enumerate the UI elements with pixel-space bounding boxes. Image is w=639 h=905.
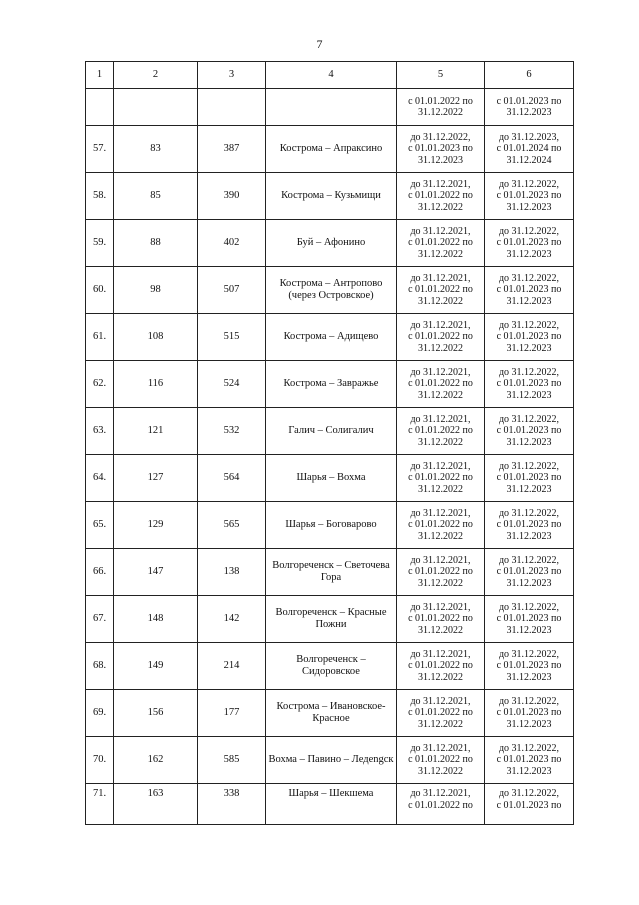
period-cell-5: [397, 314, 485, 361]
period-line: до 31.12.2022,: [498, 507, 560, 519]
period-line: с 01.01.2022 по: [408, 754, 473, 766]
table-row: [86, 173, 574, 220]
period-line: до 31.12.2022,: [498, 601, 560, 613]
period-cell-5: [397, 549, 485, 596]
header-cell: 3: [198, 62, 266, 89]
period-cell-5: с 01.01.2022 по 31.12.2022: [397, 89, 485, 126]
period-line: с 01.01.2022 по: [408, 707, 473, 719]
route-name: Шарья – Боговарово: [266, 502, 397, 549]
route-name: Кострома – Антропово (через Островское): [266, 267, 397, 314]
route-name: Шарья – Вохма: [266, 455, 397, 502]
period-line: 31.12.2022: [418, 483, 463, 495]
period-cell-6: с 01.01.2023 по 31.12.2023: [485, 89, 574, 126]
registry-number: 390: [198, 173, 266, 220]
period-line: 31.12.2022: [418, 342, 463, 354]
route-name: Волгореченск – Красные Пожни: [266, 596, 397, 643]
registry-number: 138: [198, 549, 266, 596]
period-line: до 31.12.2021,: [410, 225, 471, 237]
table-row: [86, 643, 574, 690]
period-line: 31.12.2023: [418, 154, 463, 166]
table-row: [86, 267, 574, 314]
period-cell-6: [485, 361, 574, 408]
period-line: до 31.12.2021,: [410, 554, 471, 566]
period-line: с 01.01.2023 по: [496, 190, 562, 202]
route-name: Галич – Солигалич: [266, 408, 397, 455]
period-line: до 31.12.2021,: [410, 319, 471, 331]
route-name: Шарья – Шекшема: [266, 784, 397, 825]
route-name: Вохма – Павино – Ледengск: [266, 737, 397, 784]
registry-number: 565: [198, 502, 266, 549]
table-row: [86, 502, 574, 549]
route-number: 85: [114, 173, 198, 220]
row-number: 62.: [86, 361, 114, 408]
route-name: Волгореченск – Сидоровское: [266, 643, 397, 690]
registry-number: 507: [198, 267, 266, 314]
header-row: [86, 62, 574, 89]
period-line: 31.12.2022: [418, 718, 463, 730]
period-line: 31.12.2023: [506, 624, 552, 636]
period-line: 31.12.2024: [506, 154, 552, 166]
route-number: 116: [114, 361, 198, 408]
registry-number: 177: [198, 690, 266, 737]
period-cell-6: [485, 408, 574, 455]
period-line: с 01.01.2022 по: [408, 378, 473, 390]
table-row: [86, 455, 574, 502]
route-name: Кострома – Кузьмищи: [266, 173, 397, 220]
period-line: с 01.01.2022 по: [408, 566, 473, 578]
route-name: Кострома – Адищево: [266, 314, 397, 361]
period-cell-5: [397, 737, 485, 784]
route-number: 83: [114, 126, 198, 173]
period-cell-5: [397, 784, 485, 825]
registry-number: 402: [198, 220, 266, 267]
row-number: 60.: [86, 267, 114, 314]
period-cell-6: [485, 126, 574, 173]
period-cell-6: [485, 643, 574, 690]
row-number: 59.: [86, 220, 114, 267]
period-line: до 31.12.2021,: [410, 413, 471, 425]
period-cell-5: [397, 690, 485, 737]
period-line: с 01.01.2023 по: [496, 754, 562, 766]
period-line: с 01.01.2022 по: [408, 613, 473, 625]
route-number: 108: [114, 314, 198, 361]
row-number: 66.: [86, 549, 114, 596]
period-line: с 01.01.2023 по: [496, 566, 562, 578]
period-line: с 01.01.2022 по: [408, 237, 473, 249]
route-number: 98: [114, 267, 198, 314]
table-row: [86, 737, 574, 784]
period-line: с 01.01.2022 по: [408, 284, 473, 296]
period-line: 31.12.2022: [418, 436, 463, 448]
period-line: с 01.01.2023 по: [496, 425, 562, 437]
row-number: 65.: [86, 502, 114, 549]
period-line: до 31.12.2021,: [410, 742, 471, 754]
period-line: 31.12.2023: [506, 765, 552, 777]
registry-number: 214: [198, 643, 266, 690]
table-row: [86, 784, 574, 825]
period-line: с 01.01.2023 по: [496, 660, 562, 672]
period-line: до 31.12.2022,: [498, 695, 560, 707]
row-number: 70.: [86, 737, 114, 784]
period-cell-5: [397, 643, 485, 690]
period-line: до 31.12.2021,: [410, 648, 471, 660]
period-cell-5: [397, 126, 485, 173]
period-line: с 01.01.2023 по: [496, 472, 562, 484]
period-line: до 31.12.2021,: [410, 178, 471, 190]
period-line: до 31.12.2023,: [498, 131, 560, 143]
period-line: с 01.01.2023 по: [496, 613, 562, 625]
period-cell-5: [397, 502, 485, 549]
period-line: 31.12.2023: [506, 718, 552, 730]
period-line: с 01.01.2024 по: [496, 143, 562, 155]
period-line: 31.12.2023: [506, 671, 552, 683]
period-cell-6: [485, 737, 574, 784]
table-row: [86, 314, 574, 361]
period-line: до 31.12.2021,: [410, 272, 471, 284]
period-cell-5: [397, 173, 485, 220]
table-row: [86, 361, 574, 408]
row-number: 58.: [86, 173, 114, 220]
empty-cell: [86, 89, 114, 126]
route-number: 121: [114, 408, 198, 455]
period-line: 31.12.2023: [506, 577, 552, 589]
period-line: до 31.12.2021,: [410, 507, 471, 519]
period-line: с 01.01.2022 по: [408, 472, 473, 484]
empty-cell: [198, 89, 266, 126]
route-number: 156: [114, 690, 198, 737]
period-line: 31.12.2022: [418, 389, 463, 401]
row-number: 57.: [86, 126, 114, 173]
period-cell-5: [397, 267, 485, 314]
period-cell-6: [485, 596, 574, 643]
route-name: Кострома – Завражье: [266, 361, 397, 408]
period-line: с 01.01.2023 по: [496, 707, 562, 719]
period-line: с 01.01.2022 по: [408, 519, 473, 531]
period-line: до 31.12.2021,: [410, 460, 471, 472]
empty-cell: [266, 89, 397, 126]
period-line: с 01.01.2022 по: [408, 190, 473, 202]
period-cell-6: [485, 455, 574, 502]
period-line: до 31.12.2022,: [498, 413, 560, 425]
registry-number: 142: [198, 596, 266, 643]
route-name: Кострома – Ивановское-Красное: [266, 690, 397, 737]
row-number: 67.: [86, 596, 114, 643]
period-line: с 01.01.2023 по: [496, 237, 562, 249]
period-line: до 31.12.2022,: [498, 366, 560, 378]
period-line: 31.12.2023: [506, 201, 552, 213]
period-cell-6: [485, 173, 574, 220]
period-line: до 31.12.2022,: [498, 788, 560, 799]
period-line: до 31.12.2022,: [498, 225, 560, 237]
period-cell-6: [485, 502, 574, 549]
route-number: 149: [114, 643, 198, 690]
period-line: до 31.12.2021,: [410, 601, 471, 613]
period-line: до 31.12.2021,: [410, 788, 471, 799]
period-line: 31.12.2023: [506, 389, 552, 401]
period-cell-6: [485, 690, 574, 737]
period-cell-6: [485, 267, 574, 314]
row-number: 68.: [86, 643, 114, 690]
period-line: 31.12.2022: [418, 671, 463, 683]
period-line: с 01.01.2023 по: [408, 143, 473, 155]
route-number: 129: [114, 502, 198, 549]
routes-table: [85, 61, 574, 825]
route-name: Буй – Афонино: [266, 220, 397, 267]
period-line: 31.12.2022: [418, 201, 463, 213]
period-line: до 31.12.2022,: [498, 319, 560, 331]
route-number: 148: [114, 596, 198, 643]
period-line: 31.12.2023: [506, 248, 552, 260]
route-number: 147: [114, 549, 198, 596]
registry-number: 585: [198, 737, 266, 784]
period-cell-5: [397, 361, 485, 408]
header-cell: 5: [397, 62, 485, 89]
registry-number: 524: [198, 361, 266, 408]
table-row: [86, 549, 574, 596]
registry-number: 338: [198, 784, 266, 825]
period-line: до 31.12.2022,: [498, 648, 560, 660]
period-line: до 31.12.2022,: [498, 178, 560, 190]
period-line: с 01.01.2023 по: [496, 284, 562, 296]
period-line: до 31.12.2021,: [410, 695, 471, 707]
period-cell-6: [485, 549, 574, 596]
period-line: с 01.01.2023 по: [496, 519, 562, 531]
header-cell: 2: [114, 62, 198, 89]
table-row: [86, 220, 574, 267]
period-line: с 01.01.2022 по: [408, 425, 473, 437]
route-number: 162: [114, 737, 198, 784]
table-row: [86, 690, 574, 737]
period-line: 31.12.2022: [418, 530, 463, 542]
empty-cell: [114, 89, 198, 126]
row-number: 63.: [86, 408, 114, 455]
period-line: 31.12.2023: [506, 483, 552, 495]
route-number: 88: [114, 220, 198, 267]
period-line: до 31.12.2022,: [410, 131, 471, 143]
period-line: 31.12.2023: [506, 530, 552, 542]
period-line: 31.12.2022: [418, 248, 463, 260]
route-name: Волгореченск – Светочева Гора: [266, 549, 397, 596]
period-cell-6: [485, 220, 574, 267]
header-cell: 1: [86, 62, 114, 89]
period-line: 31.12.2023: [506, 342, 552, 354]
table-row: [86, 408, 574, 455]
row-number: 61.: [86, 314, 114, 361]
period-line: 31.12.2022: [418, 295, 463, 307]
registry-number: 564: [198, 455, 266, 502]
table-row: [86, 596, 574, 643]
period-line: до 31.12.2022,: [498, 272, 560, 284]
period-line: 31.12.2022: [418, 624, 463, 636]
period-line: 31.12.2022: [418, 765, 463, 777]
period-line: с 01.01.2022 по: [408, 660, 473, 672]
period-line: 31.12.2023: [506, 295, 552, 307]
row-number: 64.: [86, 455, 114, 502]
route-number: 127: [114, 455, 198, 502]
header-cell: 4: [266, 62, 397, 89]
period-line: с 01.01.2022 по: [408, 331, 473, 343]
period-cell-6: [485, 784, 574, 825]
period-line: 31.12.2023: [506, 436, 552, 448]
period-cell-5: [397, 596, 485, 643]
period-cell-5: [397, 408, 485, 455]
period-line: до 31.12.2022,: [498, 554, 560, 566]
period-line: до 31.12.2022,: [498, 742, 560, 754]
continued-row: [86, 89, 574, 126]
route-number: 163: [114, 784, 198, 825]
period-line: с 01.01.2022 по: [408, 799, 473, 811]
period-line: 31.12.2022: [418, 577, 463, 589]
period-cell-5: [397, 455, 485, 502]
period-line: с 01.01.2023 по: [496, 378, 562, 390]
period-line: с 01.01.2023 по: [496, 331, 562, 343]
period-line: с 01.01.2023 по: [496, 799, 562, 811]
period-cell-5: [397, 220, 485, 267]
period-line: до 31.12.2022,: [498, 460, 560, 472]
page-number: 7: [316, 37, 323, 51]
period-line: до 31.12.2021,: [410, 366, 471, 378]
registry-number: 515: [198, 314, 266, 361]
registry-number: 387: [198, 126, 266, 173]
route-name: Кострома – Апраксино: [266, 126, 397, 173]
header-cell: 6: [485, 62, 574, 89]
period-cell-6: [485, 314, 574, 361]
row-number: 71.: [86, 784, 114, 825]
row-number: 69.: [86, 690, 114, 737]
table-row: [86, 126, 574, 173]
registry-number: 532: [198, 408, 266, 455]
